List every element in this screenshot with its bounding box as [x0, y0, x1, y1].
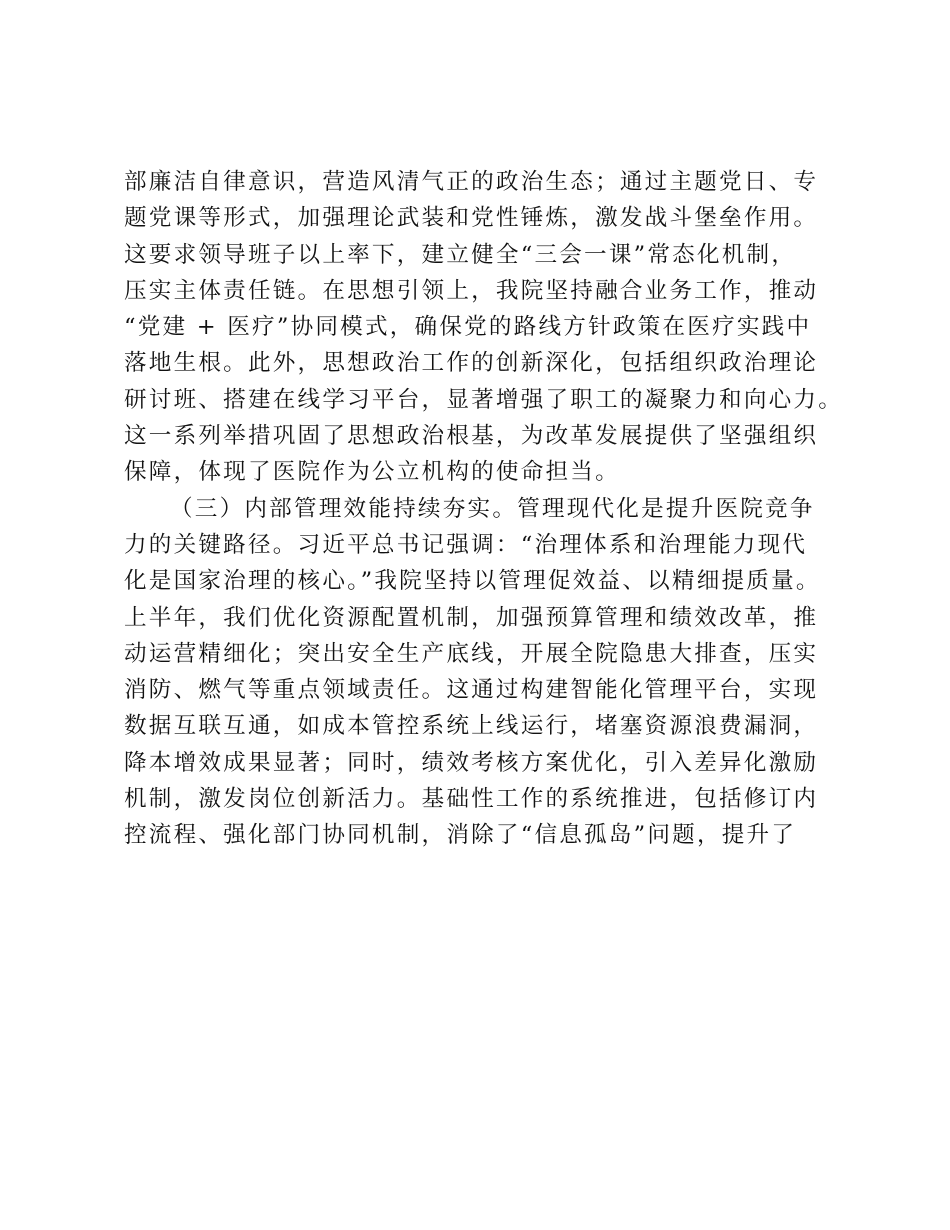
text-line: 这要求领导班子以上率下，建立健全“三会一课”常态化机制，	[124, 241, 797, 268]
text-line: 上半年，我们优化资源配置机制，加强预算管理和绩效改革，推	[124, 604, 819, 631]
text-line: 落地生根。此外，思想政治工作的创新深化，包括组织政治理论	[124, 350, 819, 377]
body-text	[124, 164, 844, 854]
text-line: 动运营精细化；突出安全生产底线，开展全院隐患大排查，压实	[124, 640, 819, 667]
text-line: 保障，体现了医院作为公立机构的使命担当。	[124, 459, 620, 486]
section-heading-line: （三）内部管理效能持续夯实。管理现代化是提升医院竞争	[170, 495, 815, 522]
text-line: 消防、燃气等重点领域责任。这通过构建智能化管理平台，实现	[124, 677, 819, 704]
text-line: “党建 + 医疗”协同模式，确保党的路线方针政策在医疗实践中	[124, 314, 812, 341]
text-line: 研讨班、搭建在线学习平台，显著增强了职工的凝聚力和向心力。	[124, 386, 844, 413]
text-line: 化是国家治理的核心。”我院坚持以管理促效益、以精细提质量。	[124, 568, 821, 595]
text-line: 机制，激发岗位创新活力。基础性工作的系统推进，包括修订内	[124, 786, 819, 813]
text-line: 控流程、强化部门协同机制，消除了“信息孤岛”问题，提升了	[124, 822, 797, 849]
text-line: 这一系列举措巩固了思想政治根基，为改革发展提供了坚强组织	[124, 423, 819, 450]
text-line: 部廉洁自律意识，营造风清气正的政治生态；通过主题党日、专	[124, 169, 819, 195]
text-line: 力的关键路径。习近平总书记强调：“治理体系和治理能力现代	[124, 531, 808, 558]
text-line: 题党课等形式，加强理论武装和党性锤炼，激发战斗堡垒作用。	[124, 205, 819, 232]
text-line: 降本增效成果显著；同时，绩效考核方案优化，引入差异化激励	[124, 749, 819, 776]
text-line: 数据互联互通，如成本管控系统上线运行，堵塞资源浪费漏洞，	[124, 713, 819, 740]
text-line: 压实主体责任链。在思想引领上，我院坚持融合业务工作，推动	[124, 277, 819, 304]
